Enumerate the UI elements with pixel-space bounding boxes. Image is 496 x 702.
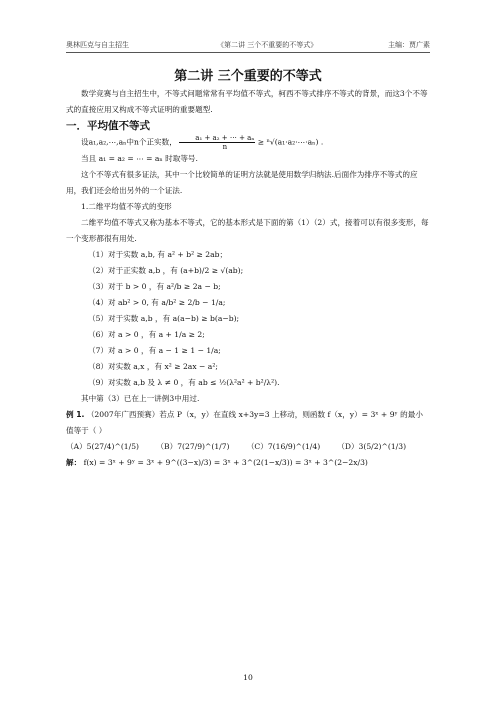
example-label: 例 1. — [66, 410, 85, 419]
option-c: （C）7(16/9)^(1/4) — [246, 442, 321, 451]
amgm-numerator: a₁ + a₂ + ⋯ + aₙ — [179, 134, 255, 143]
solution-paragraph — [66, 455, 430, 471]
variant-item: （7）对 a > 0 ，有 a − 1 ≥ 1 − 1/a; — [88, 346, 221, 355]
note-paragraph: 其中第（3）已在上一讲例3中用过. — [81, 394, 200, 403]
proofs-paragraph: 这个不等式有很多证法，其中一个比较简单的证明方法就是使用数学归纳法.后面作为排序不等式的应用，我们还会给出另外的一个证法. — [66, 170, 418, 195]
option-b: （B）7(27/9)^(1/7) — [156, 442, 230, 451]
answer-options — [66, 439, 430, 455]
variant-item: （8）对实数 a,x ，有 x² ≥ 2ax − a²; — [88, 362, 218, 371]
variants-intro: 二维平均值不等式又称为基本不等式，它的基本形式是下面的第（1）（2）式，接着可以有很多变形，每一个变形都很有用处. — [66, 218, 429, 243]
variant-item: （9）对实数 a,b 及 λ ≠ 0 ，有 ab ≤ ½(λ²a² + b²/λ²). — [88, 378, 280, 387]
variant-item: （4）对 ab² > 0, 有 a/b² ≥ 2/b − 1/a; — [88, 298, 226, 307]
intro-paragraph: 数学竞赛与自主招生中，不等式问题常常有平均值不等式，柯西不等式排序不等式的背景，而这3个不等式的直接应用又构成不等式证明的重要题型. — [66, 89, 428, 114]
variant-item: （1）对于实数 a,b, 有 a² + b² ≥ 2ab； — [88, 250, 228, 259]
section-heading: 一．平均值不等式 — [66, 120, 150, 132]
page-title: 第二讲 三个重要的不等式 — [174, 69, 322, 84]
equality-condition: 当且 a₁ = a₂ = ⋯ = aₙ 时取等号. — [81, 154, 198, 163]
header-left: 奥林匹克与自主招生 — [66, 41, 129, 49]
solution-label: 解： — [66, 458, 82, 467]
option-a: （A）5(27/4)^(1/5) — [66, 442, 139, 451]
solution-text: f(x) = 3ˣ + 9ʸ = 3ˣ + 9^((3−x)/3) = 3ˣ + 3^(2(1−x/3)) = 3ˣ + 3^(2−2x/3) — [83, 458, 368, 467]
amgm-denominator: n — [222, 143, 228, 151]
amgm-rhs: ≥ ⁿ√(a₁·a₂·⋯·aₙ) . — [257, 137, 324, 147]
variant-item: （5）对于实数 a,b ，有 a(a−b) ≥ b(a−b); — [88, 314, 240, 323]
page-number: 10 — [243, 673, 253, 682]
header-right: 主编：贾广素 — [388, 41, 430, 49]
subsection-heading: 1.二维平均值不等式的变形 — [81, 202, 172, 211]
example-paragraph — [66, 407, 430, 439]
example-text: （2007年广西预赛）若点 P（x，y）在直线 x+3y=3 上移动，则函数 f（x，y）= 3ˣ + 9ʸ 的最小值等于（ ） — [66, 410, 423, 435]
variant-item: （2）对于正实数 a,b ，有 (a+b)/2 ≥ √(ab); — [88, 266, 244, 275]
document-body — [66, 86, 430, 471]
amgm-setup: 设a₁,a₂,⋯,aₙ中n个正实数， — [81, 137, 177, 147]
variant-item: （3）对于 b > 0 ，有 a²/b ≥ 2a − b; — [88, 282, 221, 291]
amgm-statement — [66, 134, 430, 151]
amgm-fraction — [179, 134, 255, 151]
variant-item: （6）对 a > 0 ，有 a + 1/a ≥ 2; — [88, 330, 205, 339]
option-d: （D）3(5/2)^(1/3) — [337, 442, 407, 451]
header-center: 《第二讲 三个不重要的不等式》 — [217, 41, 318, 49]
header-rule — [66, 52, 430, 53]
